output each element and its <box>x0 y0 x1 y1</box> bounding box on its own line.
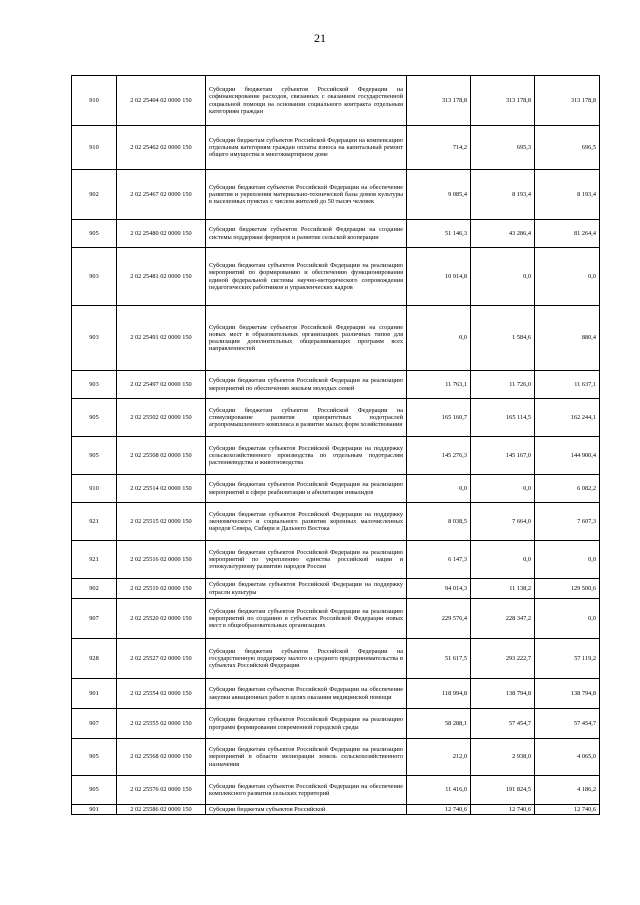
table-row <box>72 220 600 248</box>
amount-year-2: 7 664,0 <box>471 503 535 541</box>
organization-code: 905 <box>72 739 117 776</box>
table-row <box>72 805 600 815</box>
amount-year-2: 2 938,0 <box>471 739 535 776</box>
organization-code: 903 <box>72 371 117 399</box>
budget-classification-code: 2 02 25502 02 0000 150 <box>117 399 206 437</box>
table-row <box>72 399 600 437</box>
budget-table <box>71 75 600 815</box>
amount-year-1: 10 914,8 <box>407 248 471 306</box>
table-row <box>72 776 600 805</box>
table-row <box>72 306 600 371</box>
budget-classification-code: 2 02 25497 02 0000 150 <box>117 371 206 399</box>
organization-code: 910 <box>72 475 117 503</box>
table-row <box>72 599 600 639</box>
amount-year-3: 57 454,7 <box>535 709 600 739</box>
amount-year-1: 212,0 <box>407 739 471 776</box>
amount-year-2: 43 286,4 <box>471 220 535 248</box>
table-row <box>72 76 600 126</box>
page-number: 21 <box>314 31 326 45</box>
table-row <box>72 639 600 679</box>
amount-year-3: 7 607,3 <box>535 503 600 541</box>
table-row <box>72 503 600 541</box>
budget-classification-code: 2 02 25527 02 0000 150 <box>117 639 206 679</box>
revenue-description: Субсидии бюджетам субъектов Российской Федерации на обеспечение развития и укрепления материально-технической базы домов культуры в населенных пунктах с числом жителей до 50 тысяч человек <box>206 170 407 220</box>
table-row <box>72 475 600 503</box>
organization-code: 901 <box>72 679 117 709</box>
revenue-description: Субсидии бюджетам субъектов Российской Федерации на реализацию мероприятий в области мелиорации земель сельскохозяйственного назначения <box>206 739 407 776</box>
organization-code: 902 <box>72 170 117 220</box>
table-row <box>72 709 600 739</box>
amount-year-2: 138 794,8 <box>471 679 535 709</box>
amount-year-1: 0,0 <box>407 475 471 503</box>
amount-year-1: 51 617,5 <box>407 639 471 679</box>
amount-year-2: 12 740,6 <box>471 805 535 815</box>
organization-code: 903 <box>72 248 117 306</box>
table-row <box>72 437 600 475</box>
organization-code: 921 <box>72 503 117 541</box>
organization-code: 910 <box>72 126 117 170</box>
amount-year-3: 880,4 <box>535 306 600 371</box>
budget-classification-code: 2 02 25568 02 0000 150 <box>117 739 206 776</box>
amount-year-1: 165 160,7 <box>407 399 471 437</box>
amount-year-3: 0,0 <box>535 599 600 639</box>
revenue-description: Субсидии бюджетам субъектов Российской Федерации на реализацию мероприятий по обеспечению жильем молодых семей <box>206 371 407 399</box>
amount-year-2: 11 138,2 <box>471 579 535 599</box>
amount-year-3: 129 500,6 <box>535 579 600 599</box>
budget-classification-code: 2 02 25404 02 0000 150 <box>117 76 206 126</box>
table-row <box>72 541 600 579</box>
amount-year-1: 94 014,3 <box>407 579 471 599</box>
revenue-description: Субсидии бюджетам субъектов Российской Федерации на реализацию мероприятий по созданию в субъектах Российской Федерации новых мест в общеобразовательных организациях <box>206 599 407 639</box>
amount-year-3: 8 193,4 <box>535 170 600 220</box>
amount-year-3: 0,0 <box>535 248 600 306</box>
organization-code: 905 <box>72 776 117 805</box>
amount-year-1: 9 085,4 <box>407 170 471 220</box>
amount-year-3: 12 740,6 <box>535 805 600 815</box>
revenue-description: Субсидии бюджетам субъектов Российской Федерации на софинансирование расходов, связанных с оказанием государственной социальной помощи на основании социального контракта отдельным категориям граждан <box>206 76 407 126</box>
amount-year-3: 4 186,2 <box>535 776 600 805</box>
amount-year-3: 144 900,4 <box>535 437 600 475</box>
table-row <box>72 170 600 220</box>
amount-year-1: 51 146,3 <box>407 220 471 248</box>
budget-classification-code: 2 02 25519 02 0000 150 <box>117 579 206 599</box>
amount-year-3: 0,0 <box>535 541 600 579</box>
amount-year-2: 165 114,5 <box>471 399 535 437</box>
revenue-description: Субсидии бюджетам субъектов Российской Федерации на стимулирование развития приоритетных подотраслей агропромышленного комплекса и развитие малых форм хозяйствования <box>206 399 407 437</box>
amount-year-2: 228 347,2 <box>471 599 535 639</box>
amount-year-2: 0,0 <box>471 248 535 306</box>
amount-year-1: 118 994,8 <box>407 679 471 709</box>
organization-code: 903 <box>72 306 117 371</box>
organization-code: 902 <box>72 579 117 599</box>
budget-classification-code: 2 02 25481 02 0000 150 <box>117 248 206 306</box>
amount-year-1: 229 576,4 <box>407 599 471 639</box>
amount-year-3: 57 119,2 <box>535 639 600 679</box>
table-row <box>72 126 600 170</box>
organization-code: 907 <box>72 709 117 739</box>
revenue-description: Субсидии бюджетам субъектов Российской Федерации на обеспечение комплексного развития сельских территорий <box>206 776 407 805</box>
budget-classification-code: 2 02 25576 02 0000 150 <box>117 776 206 805</box>
amount-year-3: 162 244,1 <box>535 399 600 437</box>
amount-year-1: 58 288,1 <box>407 709 471 739</box>
amount-year-1: 145 276,3 <box>407 437 471 475</box>
organization-code: 907 <box>72 599 117 639</box>
amount-year-2: 57 454,7 <box>471 709 535 739</box>
table-row <box>72 579 600 599</box>
revenue-description: Субсидии бюджетам субъектов Российской Федерации на поддержку сельскохозяйственного производства по отдельным подотраслям растениеводства и животноводства <box>206 437 407 475</box>
budget-classification-code: 2 02 25516 02 0000 150 <box>117 541 206 579</box>
budget-classification-code: 2 02 25515 02 0000 150 <box>117 503 206 541</box>
budget-classification-code: 2 02 25467 02 0000 150 <box>117 170 206 220</box>
revenue-description: Субсидии бюджетам субъектов Российской Федерации на поддержку отрасли культуры <box>206 579 407 599</box>
revenue-description: Субсидии бюджетам субъектов Российской Федерации на поддержку экономического и социального развития коренных малочисленных народов Севера, Сибири и Дальнего Востока <box>206 503 407 541</box>
budget-classification-code: 2 02 25555 02 0000 150 <box>117 709 206 739</box>
budget-classification-code: 2 02 25586 02 0000 150 <box>117 805 206 815</box>
budget-classification-code: 2 02 25480 02 0000 150 <box>117 220 206 248</box>
amount-year-3: 81 264,4 <box>535 220 600 248</box>
amount-year-1: 11 763,1 <box>407 371 471 399</box>
organization-code: 921 <box>72 541 117 579</box>
amount-year-3: 696,5 <box>535 126 600 170</box>
organization-code: 928 <box>72 639 117 679</box>
organization-code: 905 <box>72 399 117 437</box>
amount-year-1: 6 147,3 <box>407 541 471 579</box>
amount-year-2: 8 193,4 <box>471 170 535 220</box>
amount-year-2: 313 178,8 <box>471 76 535 126</box>
revenue-description: Субсидии бюджетам субъектов Российской Федерации на создание новых мест в образовательных организациях различных типов для реализации дополнительных общеразвивающих программ всех направленностей <box>206 306 407 371</box>
organization-code: 905 <box>72 437 117 475</box>
amount-year-3: 313 178,8 <box>535 76 600 126</box>
amount-year-1: 313 178,8 <box>407 76 471 126</box>
table-row <box>72 679 600 709</box>
table-row <box>72 739 600 776</box>
revenue-description: Субсидии бюджетам субъектов Российской Федерации на компенсацию отдельным категориям граждан оплаты взноса на капитальный ремонт общего имущества в многоквартирном доме <box>206 126 407 170</box>
amount-year-2: 11 726,0 <box>471 371 535 399</box>
amount-year-2: 191 824,5 <box>471 776 535 805</box>
budget-classification-code: 2 02 25554 02 0000 150 <box>117 679 206 709</box>
amount-year-2: 145 167,0 <box>471 437 535 475</box>
amount-year-2: 0,0 <box>471 475 535 503</box>
budget-classification-code: 2 02 25508 02 0000 150 <box>117 437 206 475</box>
budget-classification-code: 2 02 25462 02 0000 150 <box>117 126 206 170</box>
organization-code: 905 <box>72 220 117 248</box>
amount-year-1: 0,0 <box>407 306 471 371</box>
amount-year-3: 11 637,1 <box>535 371 600 399</box>
amount-year-1: 12 740,6 <box>407 805 471 815</box>
amount-year-3: 4 065,0 <box>535 739 600 776</box>
budget-table-body <box>72 76 600 815</box>
budget-classification-code: 2 02 25520 02 0000 150 <box>117 599 206 639</box>
revenue-description: Субсидии бюджетам субъектов Российской Федерации на реализацию мероприятий по укреплению единства российской нации и этнокультурному развитию народов России <box>206 541 407 579</box>
amount-year-2: 293 222,7 <box>471 639 535 679</box>
revenue-description: Субсидии бюджетам субъектов Российской Федерации на реализацию мероприятий по формированию и обеспечению функционирования единой федеральной системы научно-методического сопровождения педагогических работников и управленческих кадров <box>206 248 407 306</box>
amount-year-2: 695,3 <box>471 126 535 170</box>
revenue-description: Субсидии бюджетам субъектов Российской <box>206 805 407 815</box>
revenue-description: Субсидии бюджетам субъектов Российской Федерации на государственную поддержку малого и среднего предпринимательства в субъектах Российской Федерации <box>206 639 407 679</box>
amount-year-1: 714,2 <box>407 126 471 170</box>
amount-year-1: 8 038,5 <box>407 503 471 541</box>
table-row <box>72 371 600 399</box>
budget-classification-code: 2 02 25491 02 0000 150 <box>117 306 206 371</box>
revenue-description: Субсидии бюджетам субъектов Российской Федерации на реализацию мероприятий в сфере реабилитации и абилитации инвалидов <box>206 475 407 503</box>
table-row <box>72 248 600 306</box>
amount-year-2: 0,0 <box>471 541 535 579</box>
budget-classification-code: 2 02 25514 02 0000 150 <box>117 475 206 503</box>
revenue-description: Субсидии бюджетам субъектов Российской Федерации на создание системы поддержки фермеров и развитие сельской кооперации <box>206 220 407 248</box>
organization-code: 910 <box>72 76 117 126</box>
organization-code: 901 <box>72 805 117 815</box>
amount-year-3: 6 082,2 <box>535 475 600 503</box>
amount-year-2: 1 584,6 <box>471 306 535 371</box>
revenue-description: Субсидии бюджетам субъектов Российской Федерации на реализацию программ формирования современной городской среды <box>206 709 407 739</box>
amount-year-1: 11 416,0 <box>407 776 471 805</box>
amount-year-3: 138 794,8 <box>535 679 600 709</box>
revenue-description: Субсидии бюджетам субъектов Российской Федерации на обеспечение закупки авиационных работ в целях оказания медицинской помощи <box>206 679 407 709</box>
